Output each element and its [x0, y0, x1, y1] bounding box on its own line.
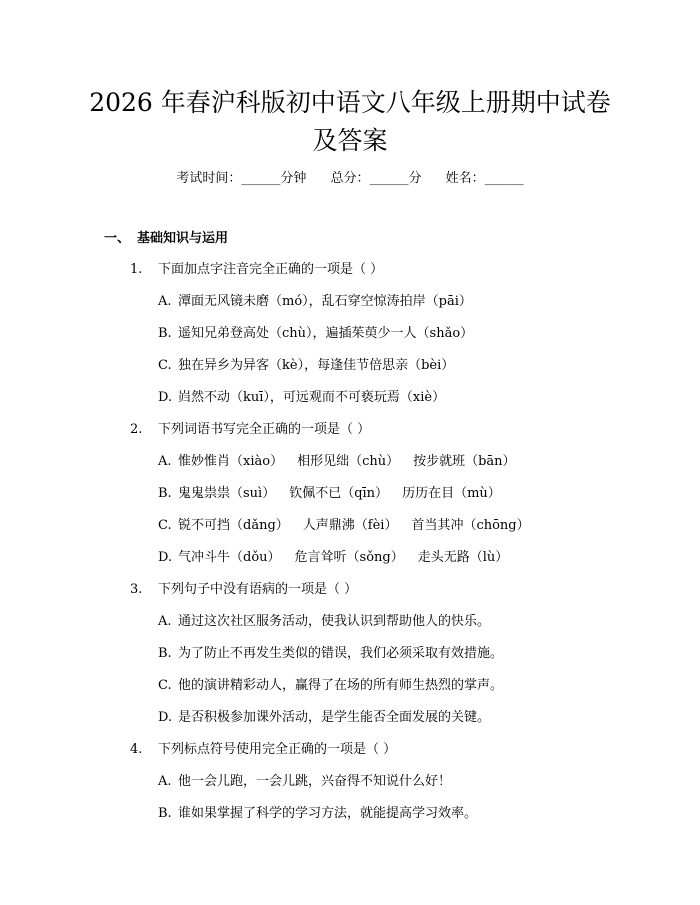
option	[158, 677, 503, 695]
option-label: B.	[158, 646, 172, 661]
option	[158, 709, 490, 727]
option	[158, 773, 451, 791]
option-word: 人声鼎沸（fèi）	[302, 518, 398, 533]
option-label: D.	[158, 390, 173, 405]
option-word: 气冲斗牛（dǒu）	[178, 550, 281, 565]
option-word: 鬼鬼祟祟（suì）	[178, 486, 276, 501]
option-word: 首当其冲（chōng）	[411, 518, 530, 533]
option	[158, 389, 445, 407]
student-name: 姓名：______	[445, 171, 524, 186]
question	[130, 421, 370, 439]
option-text: 通过这次社区服务活动，使我认识到帮助他人的快乐。	[178, 614, 491, 629]
section-number: 一、	[104, 231, 131, 246]
option-text: 潭面无风镜未磨（mó），乱石穿空惊涛拍岸（pāi）	[178, 294, 472, 309]
question-number: 3.	[130, 582, 143, 597]
option-word: 锐不可挡（dǎng）	[178, 518, 289, 533]
exam-time: 考试时间：______分钟	[176, 171, 307, 186]
option-word: 走头无路（lù）	[417, 550, 509, 565]
section-title: 基础知识与运用	[137, 231, 229, 246]
option	[158, 485, 501, 503]
option-word: 相形见绌（chù）	[297, 454, 400, 469]
question-text: 下列词语书写完全正确的一项是（ ）	[158, 422, 371, 437]
option	[158, 517, 530, 535]
option-text: 岿然不动（kuī），可远观而不可亵玩焉（xiè）	[178, 390, 446, 405]
option-word: 历历在目（mù）	[402, 486, 501, 501]
option-text: 他一会儿跑，一会儿跳，兴奋得不知说什么好！	[178, 774, 452, 789]
option	[158, 357, 454, 375]
question-number: 4.	[130, 742, 143, 757]
question	[130, 261, 383, 279]
question-number: 2.	[130, 422, 143, 437]
option-label: A.	[158, 454, 172, 469]
option-label: C.	[158, 518, 172, 533]
option-label: D.	[158, 710, 173, 725]
question-text: 下面加点字注音完全正确的一项是（ ）	[158, 262, 384, 277]
question-number: 1.	[130, 262, 143, 277]
option-word: 钦佩不已（qīn）	[289, 486, 389, 501]
option-label: A.	[158, 294, 172, 309]
option-label: B.	[158, 326, 172, 341]
option-label: A.	[158, 774, 172, 789]
option-label: C.	[158, 678, 172, 693]
option-text: 独在异乡为异客（kè），每逢佳节倍思亲（bèi）	[178, 358, 455, 373]
option-word: 惟妙惟肖（xiào）	[178, 454, 284, 469]
option	[158, 549, 508, 567]
section-heading	[104, 230, 228, 248]
option	[158, 325, 473, 343]
option-word: 危言耸听（sǒng）	[294, 550, 404, 565]
option-word: 按步就班（bān）	[413, 454, 516, 469]
option-text: 遥知兄弟登高处（chù），遍插茱萸少一人（shǎo）	[178, 326, 474, 341]
option-text: 他的演讲精彩动人，赢得了在场的所有师生热烈的掌声。	[178, 678, 504, 693]
option	[158, 453, 516, 471]
option	[158, 613, 490, 631]
option-text: 为了防止不再发生类似的错误，我们必须采取有效措施。	[178, 646, 504, 661]
question	[130, 581, 357, 599]
question-text: 下列标点符号使用完全正确的一项是（ ）	[158, 742, 397, 757]
option-text: 是否积极参加课外活动，是学生能否全面发展的关键。	[178, 710, 491, 725]
total-score: 总分：______分	[330, 171, 422, 186]
question	[130, 741, 396, 759]
document-title: 2026 年春沪科版初中语文八年级上册期中试卷及答案	[89, 88, 611, 155]
option	[158, 645, 503, 663]
question-text: 下列句子中没有语病的一项是（ ）	[158, 582, 358, 597]
option-label: A.	[158, 614, 172, 629]
option-label: B.	[158, 486, 172, 501]
option-text: 谁如果掌握了科学的学习方法，就能提高学习效率。	[178, 806, 478, 821]
exam-meta	[0, 170, 700, 188]
option	[158, 805, 477, 823]
option-label: D.	[158, 550, 173, 565]
option	[158, 293, 472, 311]
option-label: B.	[158, 806, 172, 821]
option-label: C.	[158, 358, 172, 373]
